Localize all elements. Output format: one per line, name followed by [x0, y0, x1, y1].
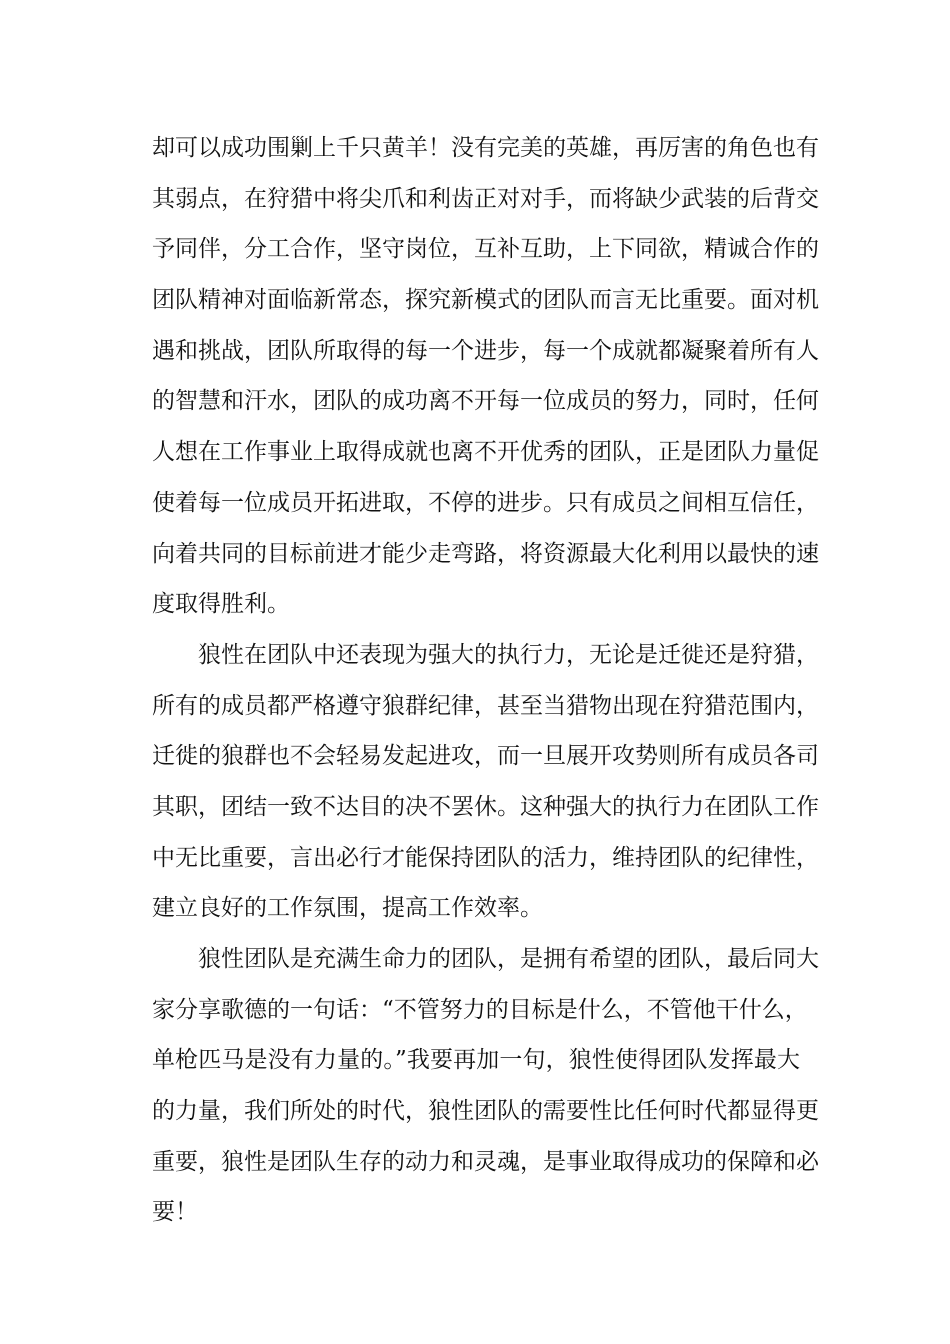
text-line: 建立良好的工作氛围，提高工作效率。	[152, 895, 543, 922]
text-line: 却可以成功围剿上千只黄羊！没有完美的英雄，再厉害的角色也有	[152, 135, 819, 161]
body-text	[152, 123, 819, 1238]
paragraph-1	[152, 123, 819, 630]
text-line: 其弱点，在狩猎中将尖爪和利齿正对对手，而将缺少武装的后背交	[152, 185, 819, 212]
text-line: 团队精神对面临新常态，探究新模式的团队而言无比重要。面对机	[152, 287, 819, 314]
text-line: 迁徙的狼群也不会轻易发起进攻，而一旦展开攻势则所有成员各司	[152, 743, 819, 770]
text-line: 度取得胜利。	[152, 591, 290, 618]
text-line: 遇和挑战，团队所取得的每一个进步，每一个成就都凝聚着所有人	[152, 337, 819, 364]
text-line: 家分享歌德的一句话：“不管努力的目标是什么，不管他干什么，	[152, 996, 808, 1023]
text-line: 狼性团队是充满生命力的团队，是拥有希望的团队，最后同大	[198, 946, 819, 972]
text-line: 重要，狼性是团队生存的动力和灵魂，是事业取得成功的保障和必	[152, 1148, 819, 1175]
text-line: 向着共同的目标前进才能少走弯路，将资源最大化利用以最快的速	[152, 540, 819, 567]
text-line: 的力量，我们所处的时代，狼性团队的需要性比任何时代都显得更	[152, 1098, 819, 1125]
text-line: 所有的成员都严格遵守狼群纪律，甚至当猎物出现在狩猎范围内，	[152, 692, 819, 719]
paragraph-3	[152, 934, 819, 1238]
text-line: 人想在工作事业上取得成就也离不开优秀的团队，正是团队力量促	[152, 439, 819, 466]
text-line: 使着每一位成员开拓进取，不停的进步。只有成员之间相互信任，	[152, 489, 819, 516]
text-line: 单枪匹马是没有力量的。”我要再加一句，狼性使得团队发挥最大	[152, 1047, 800, 1074]
text-line: 中无比重要，言出必行才能保持团队的活力，维持团队的纪律性，	[152, 844, 819, 871]
paragraph-2	[152, 630, 819, 934]
text-line: 狼性在团队中还表现为强大的执行力，无论是迁徙还是狩猎，	[198, 641, 819, 668]
text-line: 的智慧和汗水，团队的成功离不开每一位成员的努力，同时，任何	[152, 388, 819, 415]
text-line: 予同伴，分工合作，坚守岗位，互补互助，上下同欲，精诚合作的	[152, 236, 819, 263]
text-line: 其职，团结一致不达目的决不罢休。这种强大的执行力在团队工作	[152, 793, 819, 820]
text-line: 要！	[152, 1199, 198, 1226]
